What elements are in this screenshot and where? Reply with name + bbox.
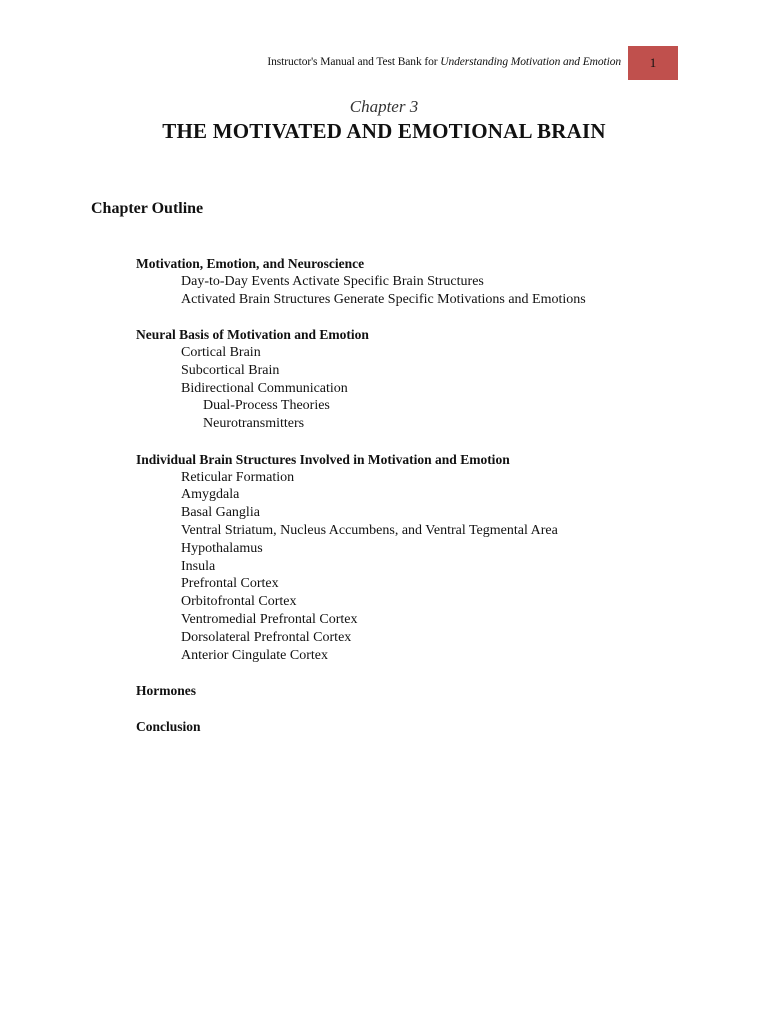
outline-section-title: Individual Brain Structures Involved in Motivation and Emotion [136, 451, 510, 467]
outline-item: Reticular Formation [181, 469, 295, 485]
outline-item: Ventromedial Prefrontal Cortex [181, 611, 358, 627]
outline-section-title: Motivation, Emotion, and Neuroscience [136, 256, 365, 271]
outline-section [136, 718, 736, 736]
outline-item: Cortical Brain [181, 344, 261, 360]
outline-section [136, 682, 736, 700]
outline-item: Ventral Striatum, Nucleus Accumbens, and Ventral Tegmental Area [181, 522, 558, 538]
outline-item: Amygdala [181, 487, 240, 503]
outline-item: Basal Ganglia [181, 505, 260, 521]
page-number-badge [628, 46, 678, 80]
outline-item: Day-to-Day Events Activate Specific Brain Structures [181, 273, 484, 289]
header-prefix: Instructor's Manual and Test Bank for [267, 56, 441, 68]
outline-item: Insula [181, 558, 216, 574]
outline-item: Anterior Cingulate Cortex [181, 647, 328, 663]
outline-subitem: Neurotransmitters [203, 416, 305, 432]
page-number: 1 [649, 55, 657, 70]
outline-item: Dorsolateral Prefrontal Cortex [181, 629, 352, 645]
outline-section-title: Hormones [136, 683, 196, 699]
chapter-outline [136, 255, 736, 753]
chapter-title: THE MOTIVATED AND EMOTIONAL BRAIN [162, 119, 606, 143]
header-text [267, 56, 621, 68]
outline-section [136, 451, 736, 665]
outline-item: Bidirectional Communication [181, 380, 348, 396]
outline-item: Orbitofrontal Cortex [181, 594, 297, 610]
header-book-title: Understanding Motivation and Emotion [440, 56, 621, 68]
outline-section [136, 255, 736, 308]
outline-item: Subcortical Brain [181, 362, 280, 378]
chapter-label: Chapter 3 [349, 97, 419, 116]
outline-section [136, 326, 736, 433]
outline-section-title: Neural Basis of Motivation and Emotion [136, 327, 369, 343]
outline-item: Activated Brain Structures Generate Specific Motivations and Emotions [181, 291, 586, 307]
outline-item: Prefrontal Cortex [181, 576, 279, 592]
running-header [0, 46, 768, 80]
outline-subitem: Dual-Process Theories [203, 398, 330, 414]
outline-item: Hypothalamus [181, 540, 263, 556]
outline-heading: Chapter Outline [91, 200, 204, 217]
outline-section-title: Conclusion [136, 718, 201, 734]
